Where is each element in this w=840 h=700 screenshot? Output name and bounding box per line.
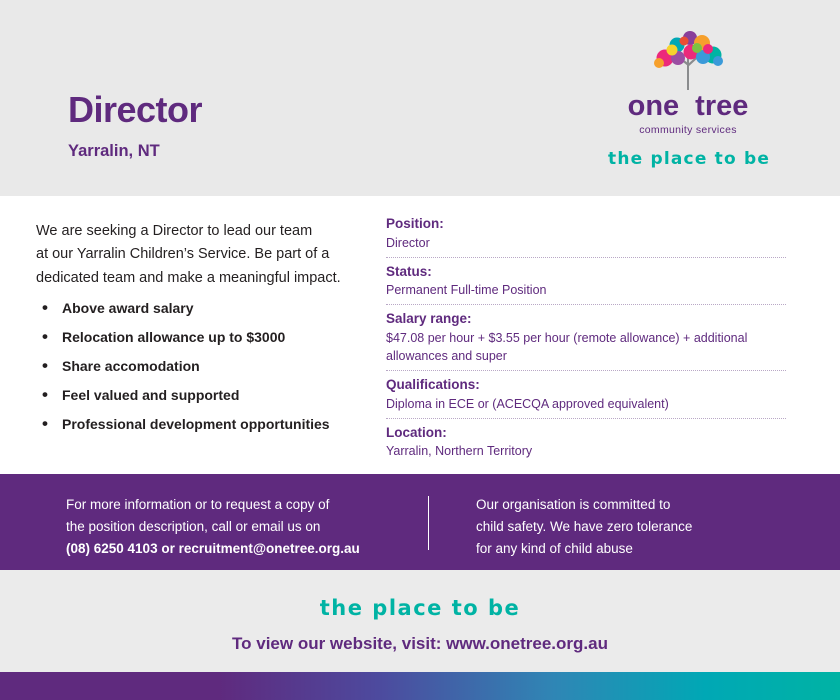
header [0,0,840,196]
phone-number[interactable]: (08) 6250 4103 [66,540,158,556]
detail-label: Qualifications: [386,377,480,393]
detail-label: Position: [386,216,444,231]
left-column [36,220,366,445]
main-content [0,196,840,474]
safety-line-2: child safety. We have zero tolerance [476,518,693,534]
logo-wordmark [608,92,768,121]
logo[interactable] [608,28,771,169]
safety-line-1: Our organisation is committed to [476,497,671,512]
detail-qualifications [386,371,786,419]
divider [428,496,429,550]
detail-position [386,210,786,258]
detail-value: Diploma in ECE or (ACECQA approved equivalent) [386,396,669,411]
footer-tagline: the place to be [319,596,521,620]
list-item: • Share accomodation [36,358,366,374]
list-item: • Relocation allowance up to $3000 [36,329,366,345]
detail-location [386,419,786,466]
detail-label: Location: [386,424,447,440]
page-title: Director [68,89,203,130]
list-item: • Professional development opportunities [36,416,366,432]
detail-salary [386,305,786,371]
detail-label: Status: [386,263,432,279]
email-link[interactable]: recruitment@onetree.org.au [178,540,360,556]
logo-word-tree: tree [695,90,749,122]
intro-paragraph [36,220,366,290]
detail-label: Salary range: [386,311,472,327]
one-tree-logo-icon [628,28,748,90]
list-item: • Feel valued and supported [36,387,366,403]
website-prefix: To view our website, visit: [232,634,447,653]
benefits-list [36,300,366,432]
detail-value: $47.08 per hour + $3.55 per hour (remote allowance) + additional allowances and super [386,330,748,364]
contact-band [0,474,840,570]
footer-website [0,634,840,654]
contact-line-3 [66,538,416,560]
child-safety-statement [476,494,776,560]
job-location: Yarralin, NT [68,142,160,160]
contact-line-1: For more information or to request a copy of [66,497,330,512]
footer [0,570,840,700]
detail-value: Permanent Full-time Position [386,283,547,298]
details-panel [386,210,786,466]
detail-value: Yarralin, Northern Territory [386,444,533,459]
intro-line-3: dedicated team and make a meaningful impact. [36,269,341,286]
detail-value: Director [386,235,430,250]
intro-line-1: We are seeking a Director to lead our team [36,223,313,239]
contact-line-2: the position description, call or email us on [66,518,321,534]
website-url[interactable]: www.onetree.org.au [446,634,608,653]
contact-info [66,494,416,560]
logo-subtitle: community services [639,124,737,136]
detail-status [386,258,786,306]
logo-tagline: the place to be [608,149,771,169]
gradient-bar [0,672,840,700]
logo-word-one: one [627,90,680,122]
conjunction: or [157,540,179,556]
intro-line-2: at our Yarralin Children’s Service. Be part of a [36,246,330,263]
title-block [68,89,203,161]
list-item: • Above award salary [36,300,366,316]
safety-line-3: for any kind of child abuse [476,540,633,556]
